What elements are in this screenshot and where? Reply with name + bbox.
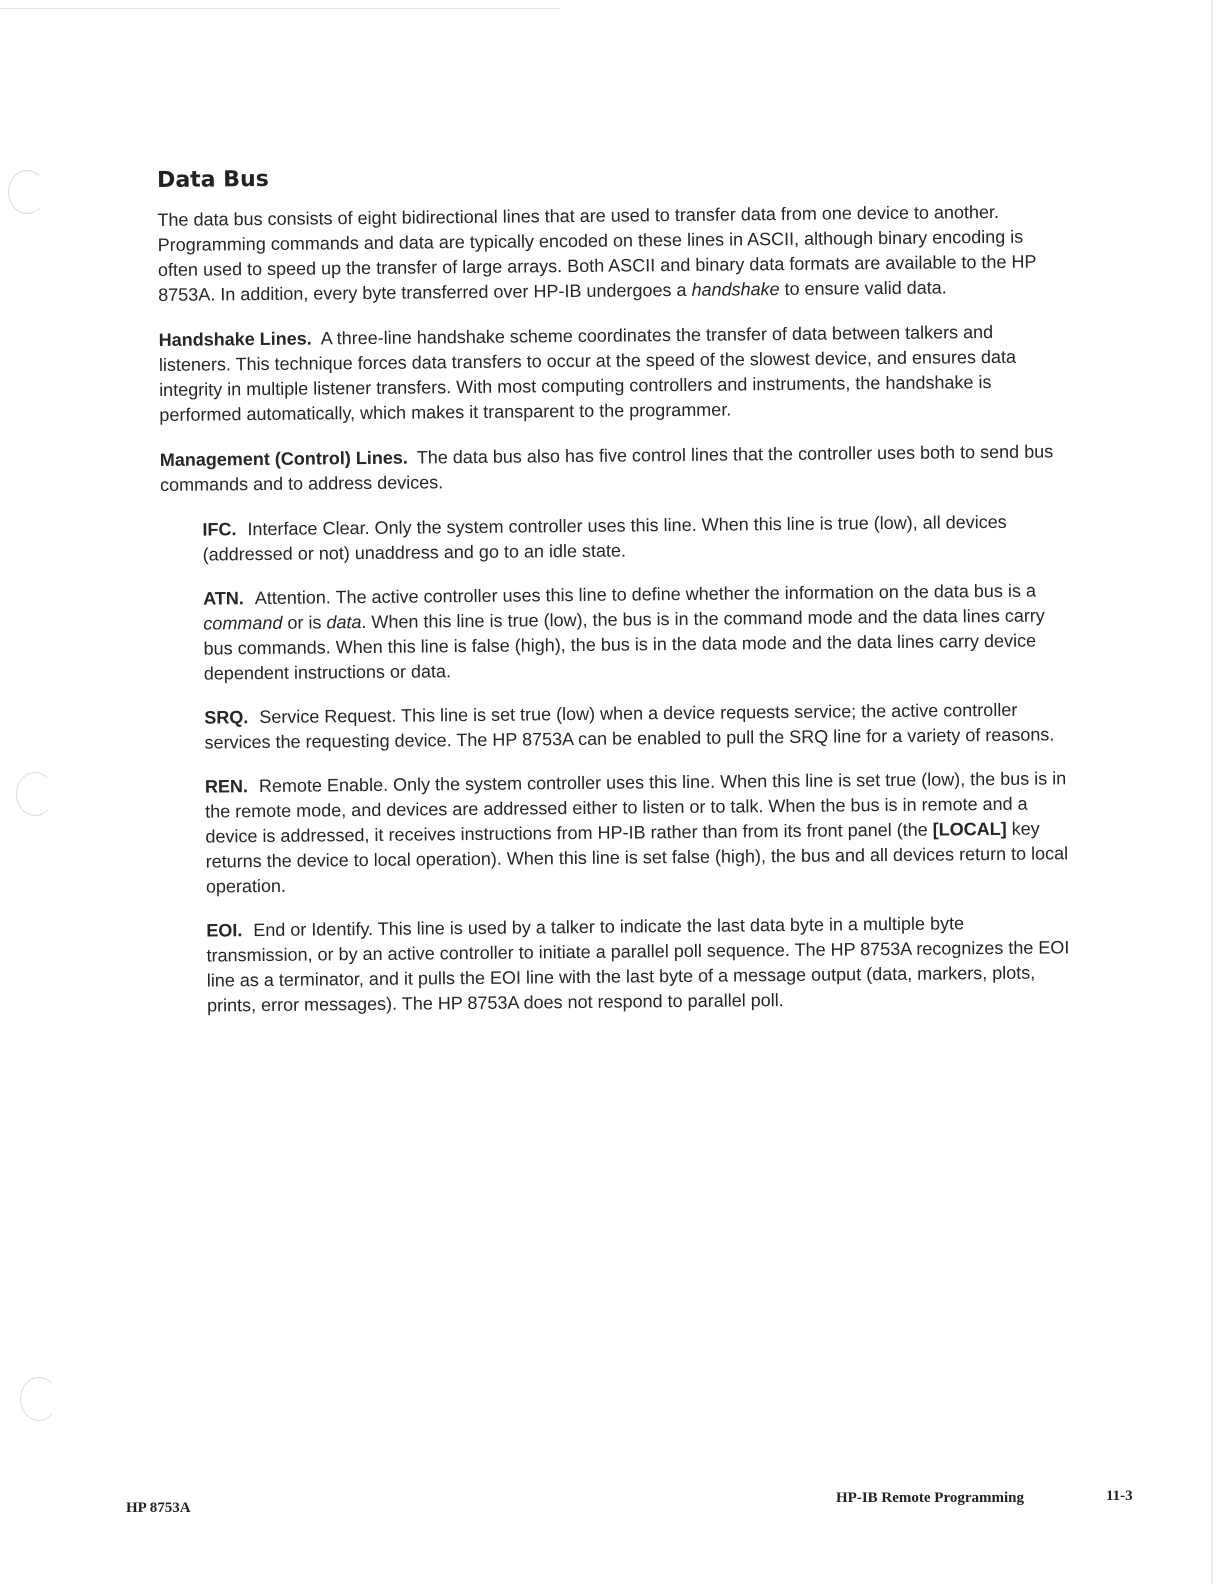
footer-chapter-title: HP-IB Remote Programming bbox=[836, 1490, 1025, 1506]
intro-text-end: to ensure valid data. bbox=[779, 277, 947, 300]
handshake-heading: Handshake Lines. bbox=[158, 328, 312, 350]
srq-label: SRQ. bbox=[204, 707, 249, 728]
management-paragraph bbox=[160, 439, 1068, 498]
page-edge bbox=[1211, 0, 1213, 1584]
section-title: Data Bus bbox=[157, 166, 269, 193]
footer-model: HP 8753A bbox=[126, 1500, 191, 1516]
eoi-text: End or Identify. This line is used by a talker to indicate the last data byte in a multiple byte transmission, or by an active controller to initiate a parallel poll sequence. The HP 8753A recognizes the EOI line as a terminator, and it pulls the EOI line with the last byte of a message output (data, markers, plots, prints, error messages). The HP 8753A does not respond to parallel poll. bbox=[206, 913, 1070, 1016]
handshake-paragraph bbox=[159, 319, 1068, 428]
local-key-label: [LOCAL] bbox=[932, 818, 1007, 840]
binder-hole-middle bbox=[16, 772, 54, 816]
line-item-ifc bbox=[202, 509, 1068, 567]
page-number: 11-3 bbox=[1106, 1488, 1133, 1504]
atn-text-a: Attention. The active controller uses this line to define whether the information on the data bus is a bbox=[254, 580, 1037, 609]
line-item-atn bbox=[203, 578, 1070, 686]
line-item-srq bbox=[204, 697, 1070, 755]
atn-text-b: or is bbox=[282, 612, 327, 633]
management-text: The data bus also has five control lines that the controller uses both to send bus commands and to address devices. bbox=[159, 441, 1054, 495]
ifc-text: Interface Clear. Only the system controller uses this line. When this line is true (low), all devices (addressed or not) unaddress and go to an idle state. bbox=[202, 511, 1007, 565]
ren-text-b: key returns the device to local operation). When this line is set false (high), the bus and all devices return to local operation. bbox=[205, 818, 1069, 897]
management-heading: Management (Control) Lines. bbox=[159, 447, 408, 470]
binder-hole-bottom bbox=[20, 1377, 58, 1421]
srq-text: Service Request. This line is set true (low) when a device requests service; the active controller services the requesting device. The HP 8753A can be enabled to pull the SRQ line for a variety of reasons. bbox=[204, 699, 1055, 753]
line-item-ren bbox=[205, 766, 1072, 899]
scan-artifact-line bbox=[0, 8, 560, 9]
atn-emphasis-data: data bbox=[326, 612, 362, 633]
ren-text-a: Remote Enable. Only the system controller uses this line. When this line is set true (low), the bus is in the remote mode, and devices are addressed either to listen or to talk. When the bus is in remote and a device is addressed, it receives instructions from HP-IB rather than from its front panel (the bbox=[205, 768, 1067, 847]
control-lines-list bbox=[202, 509, 1073, 1018]
eoi-label: EOI. bbox=[206, 920, 243, 941]
handshake-text: A three-line handshake scheme coordinates the transfer of data between talkers and listeners. This technique forces data transfers to occur at the speed of the slowest device, and ensures data integrity in multiple listener transfers. With most computing controllers and instruments, the handshake is performed automatically, which makes it transparent to the programmer. bbox=[158, 321, 1017, 425]
intro-emphasis: handshake bbox=[691, 279, 780, 300]
intro-paragraph bbox=[157, 199, 1066, 308]
intro-text: The data bus consists of eight bidirectional lines that are used to transfer data from one device to another. Programming commands and data are typically encoded on these lines in ASCII, although binary encoding is often used to speed up the transfer of large arrays. Both ASCII and binary data formats are available to the HP 8753A. In addition, every byte transferred over HP-IB undergoes a bbox=[157, 201, 1037, 305]
atn-label: ATN. bbox=[203, 588, 244, 609]
line-item-eoi bbox=[206, 910, 1073, 1018]
ifc-label: IFC. bbox=[202, 519, 237, 540]
binder-hole-top bbox=[8, 170, 46, 214]
atn-emphasis-command: command bbox=[203, 612, 283, 634]
ren-label: REN. bbox=[204, 776, 249, 797]
page-content bbox=[157, 159, 1073, 1038]
atn-text-c: . When this line is true (low), the bus is in the command mode and the data lines carry bus commands. When this line is false (high), the bus is in the data mode and the data lines carry device dependent instructions or data. bbox=[203, 605, 1045, 684]
